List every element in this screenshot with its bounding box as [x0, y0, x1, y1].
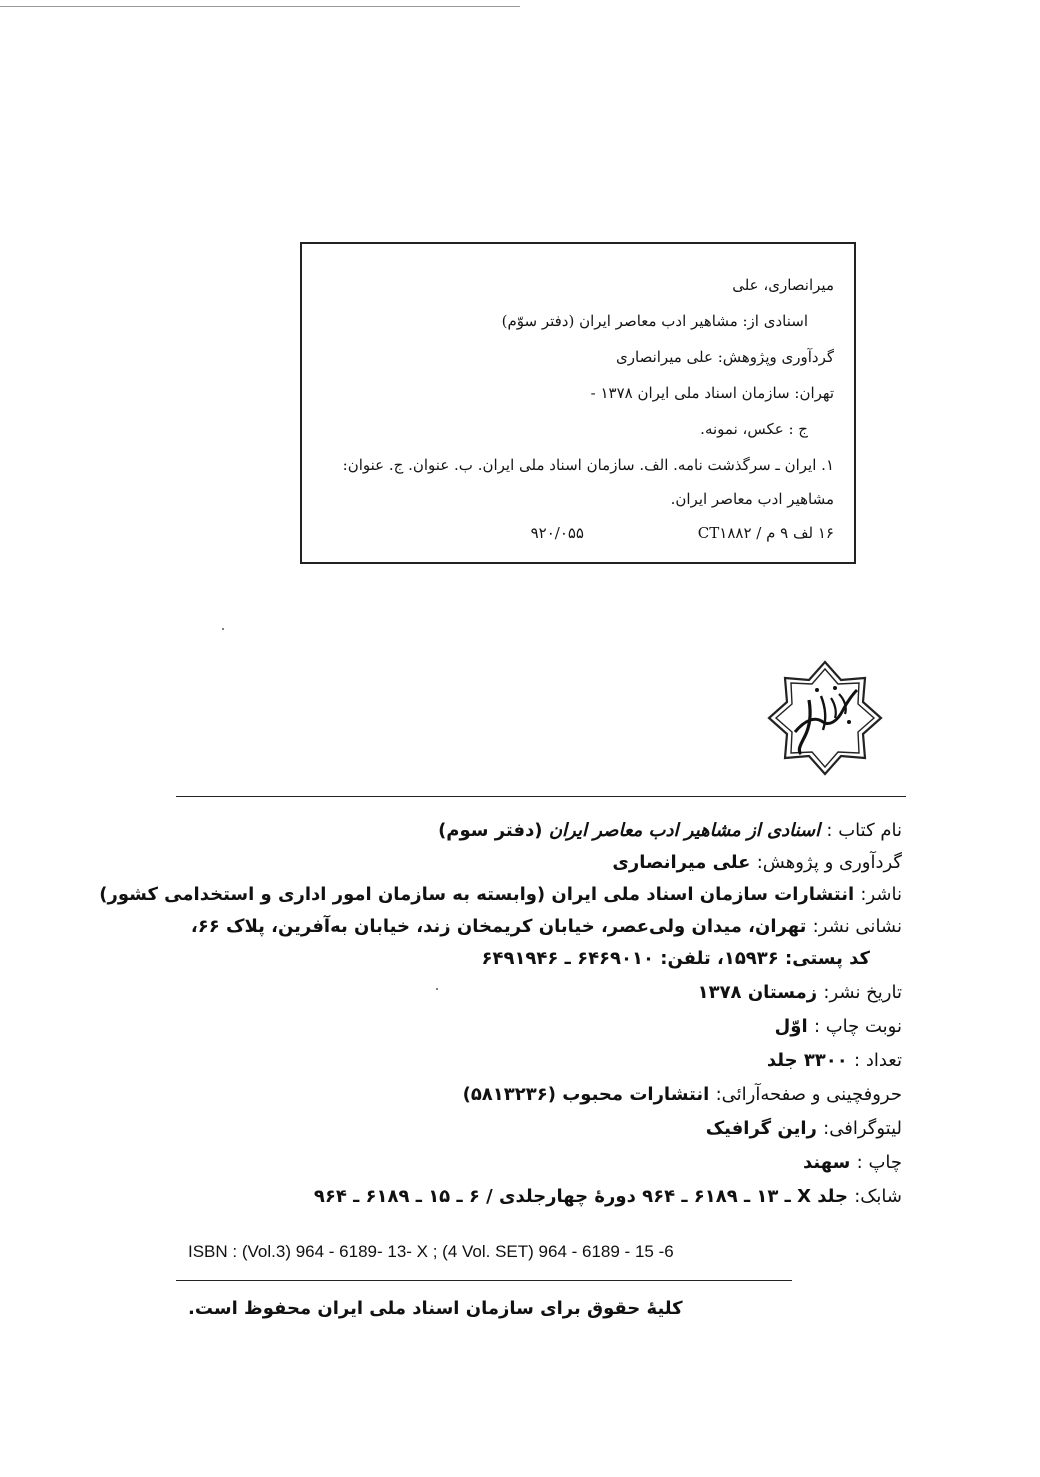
book-name-row: [438, 820, 902, 841]
top-divider: [176, 796, 906, 797]
copies-value: ۳۳۰۰ جلد: [766, 1050, 848, 1071]
cip-dewey: ۹۲۰/۰۵۵: [530, 524, 584, 542]
scan-edge-line: [0, 6, 520, 7]
publisher-logo: [765, 660, 885, 776]
cip-subjects-line-1: ۱. ایران ـ سرگذشت نامه. الف. سازمان اسناد ملی ایران. ب. عنوان. ج. عنوان:: [342, 456, 834, 474]
cip-classification: ۱۶ لف ۹ م / CT۱۸۸۲: [697, 524, 834, 542]
publisher-label: ناشر:: [860, 884, 902, 905]
address-row: [191, 916, 902, 937]
address-value: تهران، میدان ولی‌عصر، خیابان کریمخان زند، خیابان به‌آفرین، پلاک ۶۶،: [190, 916, 807, 937]
typesetting-label: حروفچینی و صفحه‌آرائی:: [715, 1084, 902, 1105]
cip-author: میرانصاری، علی: [732, 276, 834, 294]
shabak-value: جلد X ـ ۱۳ ـ ۶۱۸۹ ـ ۹۶۴ دورهٔ چهارجلدی / ۶ ـ ۱۵ ـ ۶۱۸۹ ـ ۹۶۴: [313, 1186, 848, 1207]
postal-phone: کد پستی: ۱۵۹۳۶، تلفن: ۶۴۶۹۰۱۰ ـ ۶۴۹۱۹۴۶: [481, 948, 870, 969]
shabak-row: [314, 1186, 902, 1207]
cip-catalog-box: [300, 242, 856, 564]
cip-physical: ج : عکس، نمونه.: [700, 420, 808, 438]
scan-speck: [222, 628, 224, 630]
compiler-row: [612, 852, 902, 873]
cip-title: اسنادی از: مشاهیر ادب معاصر ایران (دفتر سوّم): [501, 312, 808, 330]
copies-row: [767, 1050, 902, 1071]
cip-compiler: گردآوری وپژوهش: علی میرانصاری: [616, 348, 834, 366]
isbn-line: ISBN : (Vol.3) 964 - 6189- 13- X ; (4 Vol. SET) 964 - 6189 - 15 -6: [188, 1242, 674, 1261]
print-value: سهند: [803, 1152, 851, 1173]
book-name-value: اسنادی از مشاهیر ادب معاصر ایران: [548, 820, 821, 841]
date-row: [698, 982, 902, 1003]
print-label: چاپ :: [856, 1152, 902, 1173]
compiler-label: گردآوری و پژوهش:: [756, 852, 902, 873]
national-archives-seal-icon: [765, 660, 885, 776]
print-row: [803, 1152, 902, 1173]
cip-subjects-line-2: مشاهیر ادب معاصر ایران.: [670, 490, 834, 508]
bottom-divider: [176, 1280, 792, 1281]
copies-label: تعداد :: [854, 1050, 902, 1071]
edition-value: اوّل: [774, 1016, 808, 1037]
typesetting-row: [463, 1084, 902, 1105]
shabak-label: شابک:: [854, 1186, 902, 1207]
publisher-value: انتشارات سازمان اسناد ملی ایران (وابسته به سازمان امور اداری و استخدامی کشور): [99, 884, 855, 905]
book-name-volume: (دفتر سوم): [438, 820, 543, 841]
address-label: نشانی نشر:: [812, 916, 902, 937]
date-value: زمستان ۱۳۷۸: [697, 982, 818, 1003]
edition-label: نوبت چاپ :: [813, 1016, 902, 1037]
litho-row: [706, 1118, 902, 1139]
typesetting-value: انتشارات محبوب (۵۸۱۳۲۳۶): [462, 1084, 710, 1105]
compiler-value: علی میرانصاری: [612, 852, 751, 873]
scan-speck: [436, 988, 438, 990]
date-label: تاریخ نشر:: [823, 982, 902, 1003]
copyright-notice: کلیهٔ حقوق برای سازمان اسناد ملی ایران محفوظ است.: [188, 1298, 683, 1319]
litho-label: لیتوگرافی:: [823, 1118, 902, 1139]
cip-publication: تهران: سازمان اسناد ملی ایران ۱۳۷۸ -: [590, 384, 834, 402]
litho-value: راین گرافیک: [705, 1118, 817, 1139]
book-name-label: نام کتاب :: [826, 820, 902, 841]
publisher-row: [99, 884, 902, 905]
edition-row: [775, 1016, 902, 1037]
